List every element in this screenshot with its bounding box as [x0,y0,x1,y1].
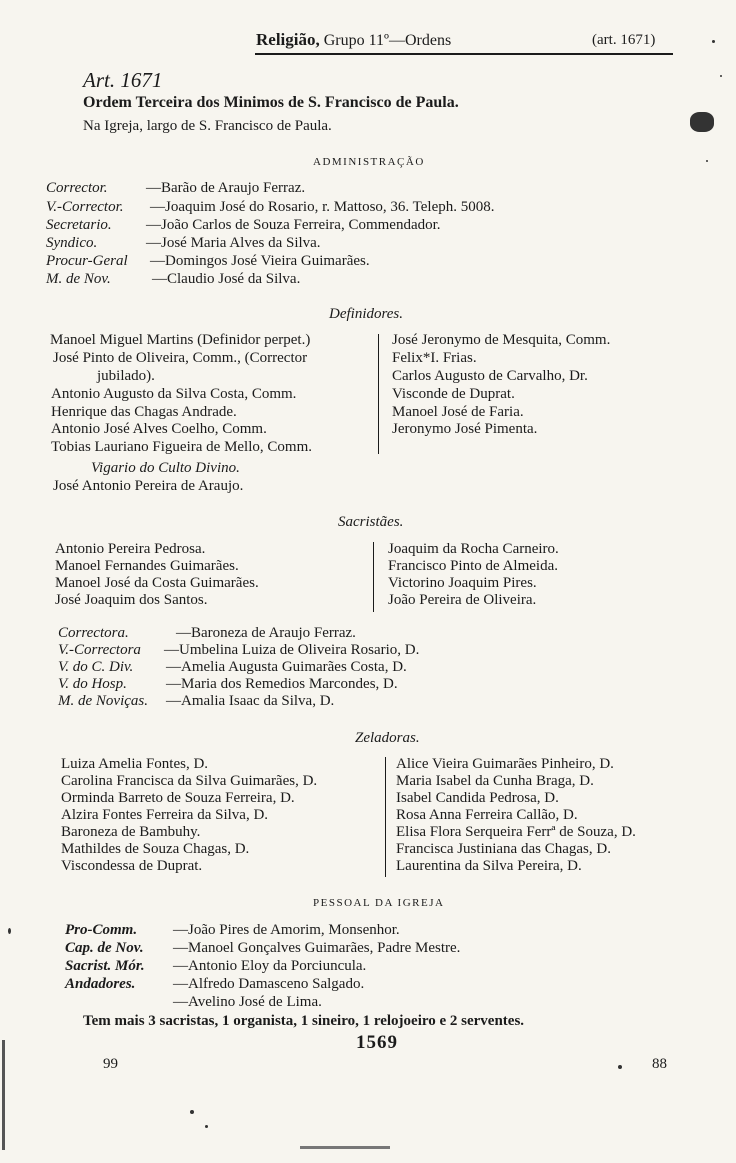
running-header [256,30,451,50]
pessoal-row [65,922,400,939]
page-number-center: 1569 [356,1032,398,1053]
correctora-row [58,625,356,642]
definidor-right: Manoel José de Faria. [392,404,524,420]
pessoal-footer-line: Tem mais 3 sacristas, 1 organista, 1 sineiro, 1 relojoeiro e 2 serventes. [83,1013,525,1029]
pessoal-value: —João Pires de Amorim, Monsenhor. [173,922,400,938]
zeladoras-heading: Zeladoras. [355,730,420,746]
pessoal-row [65,976,364,993]
admin-row [46,217,441,234]
correctora-label: V. do Hosp. [58,676,127,692]
admin-value: —Claudio José da Silva. [152,271,301,287]
sacristao-right: Francisco Pinto de Almeida. [388,558,558,574]
sacristaes-heading: Sacristães. [338,514,404,530]
header-subtitle: Grupo 11º—Ordens [323,32,452,49]
sacristao-right: Victorino Joaquim Pires. [388,575,537,591]
definidor-right: Carlos Augusto de Carvalho, Dr. [392,368,588,384]
pessoal-label: Cap. de Nov. [65,940,144,956]
scan-smudge [300,1146,390,1149]
correctora-value: —Maria dos Remedios Marcondes, D. [166,676,398,692]
sacristao-left: Manoel José da Costa Guimarães. [55,575,259,591]
zeladora-left: Baroneza de Bambuhy. [61,824,201,840]
header-rule [255,53,673,55]
scan-speck [720,75,722,77]
zeladora-right: Elisa Flora Serqueira Ferrª de Souza, D. [396,824,636,840]
definidores-divider [378,334,379,454]
definidor-left: jubilado). [97,368,155,384]
pessoal-heading: PESSOAL DA IGREJA [313,897,445,909]
admin-value: —José Maria Alves da Silva. [146,235,321,251]
sacristao-right: Joaquim da Rocha Carneiro. [388,541,559,557]
correctora-row [58,693,334,710]
pessoal-value: —Avelino José de Lima. [173,994,322,1010]
article-number: Art. 1671 [83,68,163,92]
pessoal-label: Sacrist. Mór. [65,958,145,974]
zeladora-right: Francisca Justiniana das Chagas, D. [396,841,611,857]
vigario-label: Vigario do Culto Divino. [91,460,240,476]
zeladora-left: Alzira Fontes Ferreira da Silva, D. [61,807,269,823]
definidor-right: Felix*I. Frias. [392,350,477,366]
admin-value: —João Carlos de Souza Ferreira, Commendador. [146,217,441,233]
zeladora-left: Mathildes de Souza Chagas, D. [61,841,250,857]
admin-row [46,253,370,270]
zeladora-right: Isabel Candida Pedrosa, D. [396,790,559,806]
correctora-row [58,659,407,676]
sacristao-right: João Pereira de Oliveira. [388,592,537,608]
definidor-right: Visconde de Duprat. [392,386,515,402]
admin-label: Secretario. [46,217,112,233]
admin-label: M. de Nov. [46,271,111,287]
pessoal-label: Pro-Comm. [65,922,138,938]
pessoal-row [65,940,460,957]
page-number-right: 88 [652,1056,667,1072]
correctora-label: V. do C. Div. [58,659,134,675]
admin-row [46,199,495,216]
definidor-right: José Jeronymo de Mesquita, Comm. [392,332,611,348]
zeladora-right: Rosa Anna Ferreira Callão, D. [396,807,578,823]
scan-speck [8,928,11,934]
zeladora-right: Alice Vieira Guimarães Pinheiro, D. [396,756,614,772]
article-location: Na Igreja, largo de S. Francisco de Paula. [83,118,332,134]
scan-speck [712,40,715,43]
vigario-name: José Antonio Pereira de Araujo. [53,478,244,494]
sacristao-left: Antonio Pereira Pedrosa. [55,541,206,557]
article-name: Ordem Terceira dos Minimos de S. Francisco de Paula. [83,94,459,111]
definidor-left: Antonio José Alves Coelho, Comm. [51,421,267,437]
correctora-value: —Amelia Augusta Guimarães Costa, D. [166,659,407,675]
admin-value: —Joaquim José do Rosario, r. Mattoso, 36. Teleph. 5008. [150,199,495,215]
admin-label: Procur-Geral [46,253,128,269]
admin-row [46,180,305,197]
correctora-label: V.-Correctora [58,642,141,658]
dot-mark [618,1065,622,1069]
administracao-heading: ADMINISTRAÇÃO [313,156,425,168]
zeladora-right: Laurentina da Silva Pereira, D. [396,858,582,874]
correctora-value: —Amalia Isaac da Silva, D. [166,693,335,709]
correctora-label: M. de Noviças. [58,693,148,709]
scan-blot [690,112,714,132]
zeladoras-divider [385,757,386,877]
definidores-heading: Definidores. [329,306,404,322]
definidor-left: Manoel Miguel Martins (Definidor perpet.) [50,332,311,348]
zeladora-right: Maria Isabel da Cunha Braga, D. [396,773,594,789]
definidor-right: Jeronymo José Pimenta. [392,421,538,437]
scan-speck [205,1125,208,1128]
admin-label: Corrector. [46,180,108,196]
admin-label: Syndico. [46,235,98,251]
zeladora-left: Orminda Barreto de Souza Ferreira, D. [61,790,295,806]
zeladora-left: Viscondessa de Duprat. [61,858,203,874]
scan-speck [706,160,708,162]
correctora-label: Correctora. [58,625,129,641]
header-ref: (art. 1671) [592,32,656,48]
correctora-row [58,642,419,659]
scan-speck [190,1110,194,1114]
definidor-left: José Pinto de Oliveira, Comm., (Corrector [53,350,308,366]
pessoal-row [65,958,366,975]
definidor-left: Tobias Lauriano Figueira de Mello, Comm. [51,439,312,455]
admin-value: —Barão de Araujo Ferraz. [146,180,306,196]
pessoal-row [65,994,322,1011]
admin-row [46,271,300,288]
admin-row [46,235,321,252]
admin-label: V.-Corrector. [46,199,124,215]
pessoal-value: —Manoel Gonçalves Guimarães, Padre Mestre. [173,940,461,956]
page-number-left: 99 [103,1056,118,1072]
scan-edge [2,1040,5,1150]
pessoal-value: —Alfredo Damasceno Salgado. [173,976,365,992]
sacristaes-divider [373,542,374,612]
pessoal-label: Andadores. [65,976,136,992]
pessoal-value: —Antonio Eloy da Porciuncula. [173,958,367,974]
definidor-left: Henrique das Chagas Andrade. [51,404,237,420]
sacristao-left: Manoel Fernandes Guimarães. [55,558,239,574]
header-title: Religião, [256,30,320,49]
correctora-row [58,676,398,693]
zeladora-left: Luiza Amelia Fontes, D. [61,756,209,772]
definidor-left: Antonio Augusto da Silva Costa, Comm. [51,386,297,402]
sacristao-left: José Joaquim dos Santos. [55,592,208,608]
correctora-value: —Umbelina Luiza de Oliveira Rosario, D. [164,642,420,658]
correctora-value: —Baroneza de Araujo Ferraz. [176,625,356,641]
admin-value: —Domingos José Vieira Guimarães. [150,253,370,269]
zeladora-left: Carolina Francisca da Silva Guimarães, D. [61,773,318,789]
